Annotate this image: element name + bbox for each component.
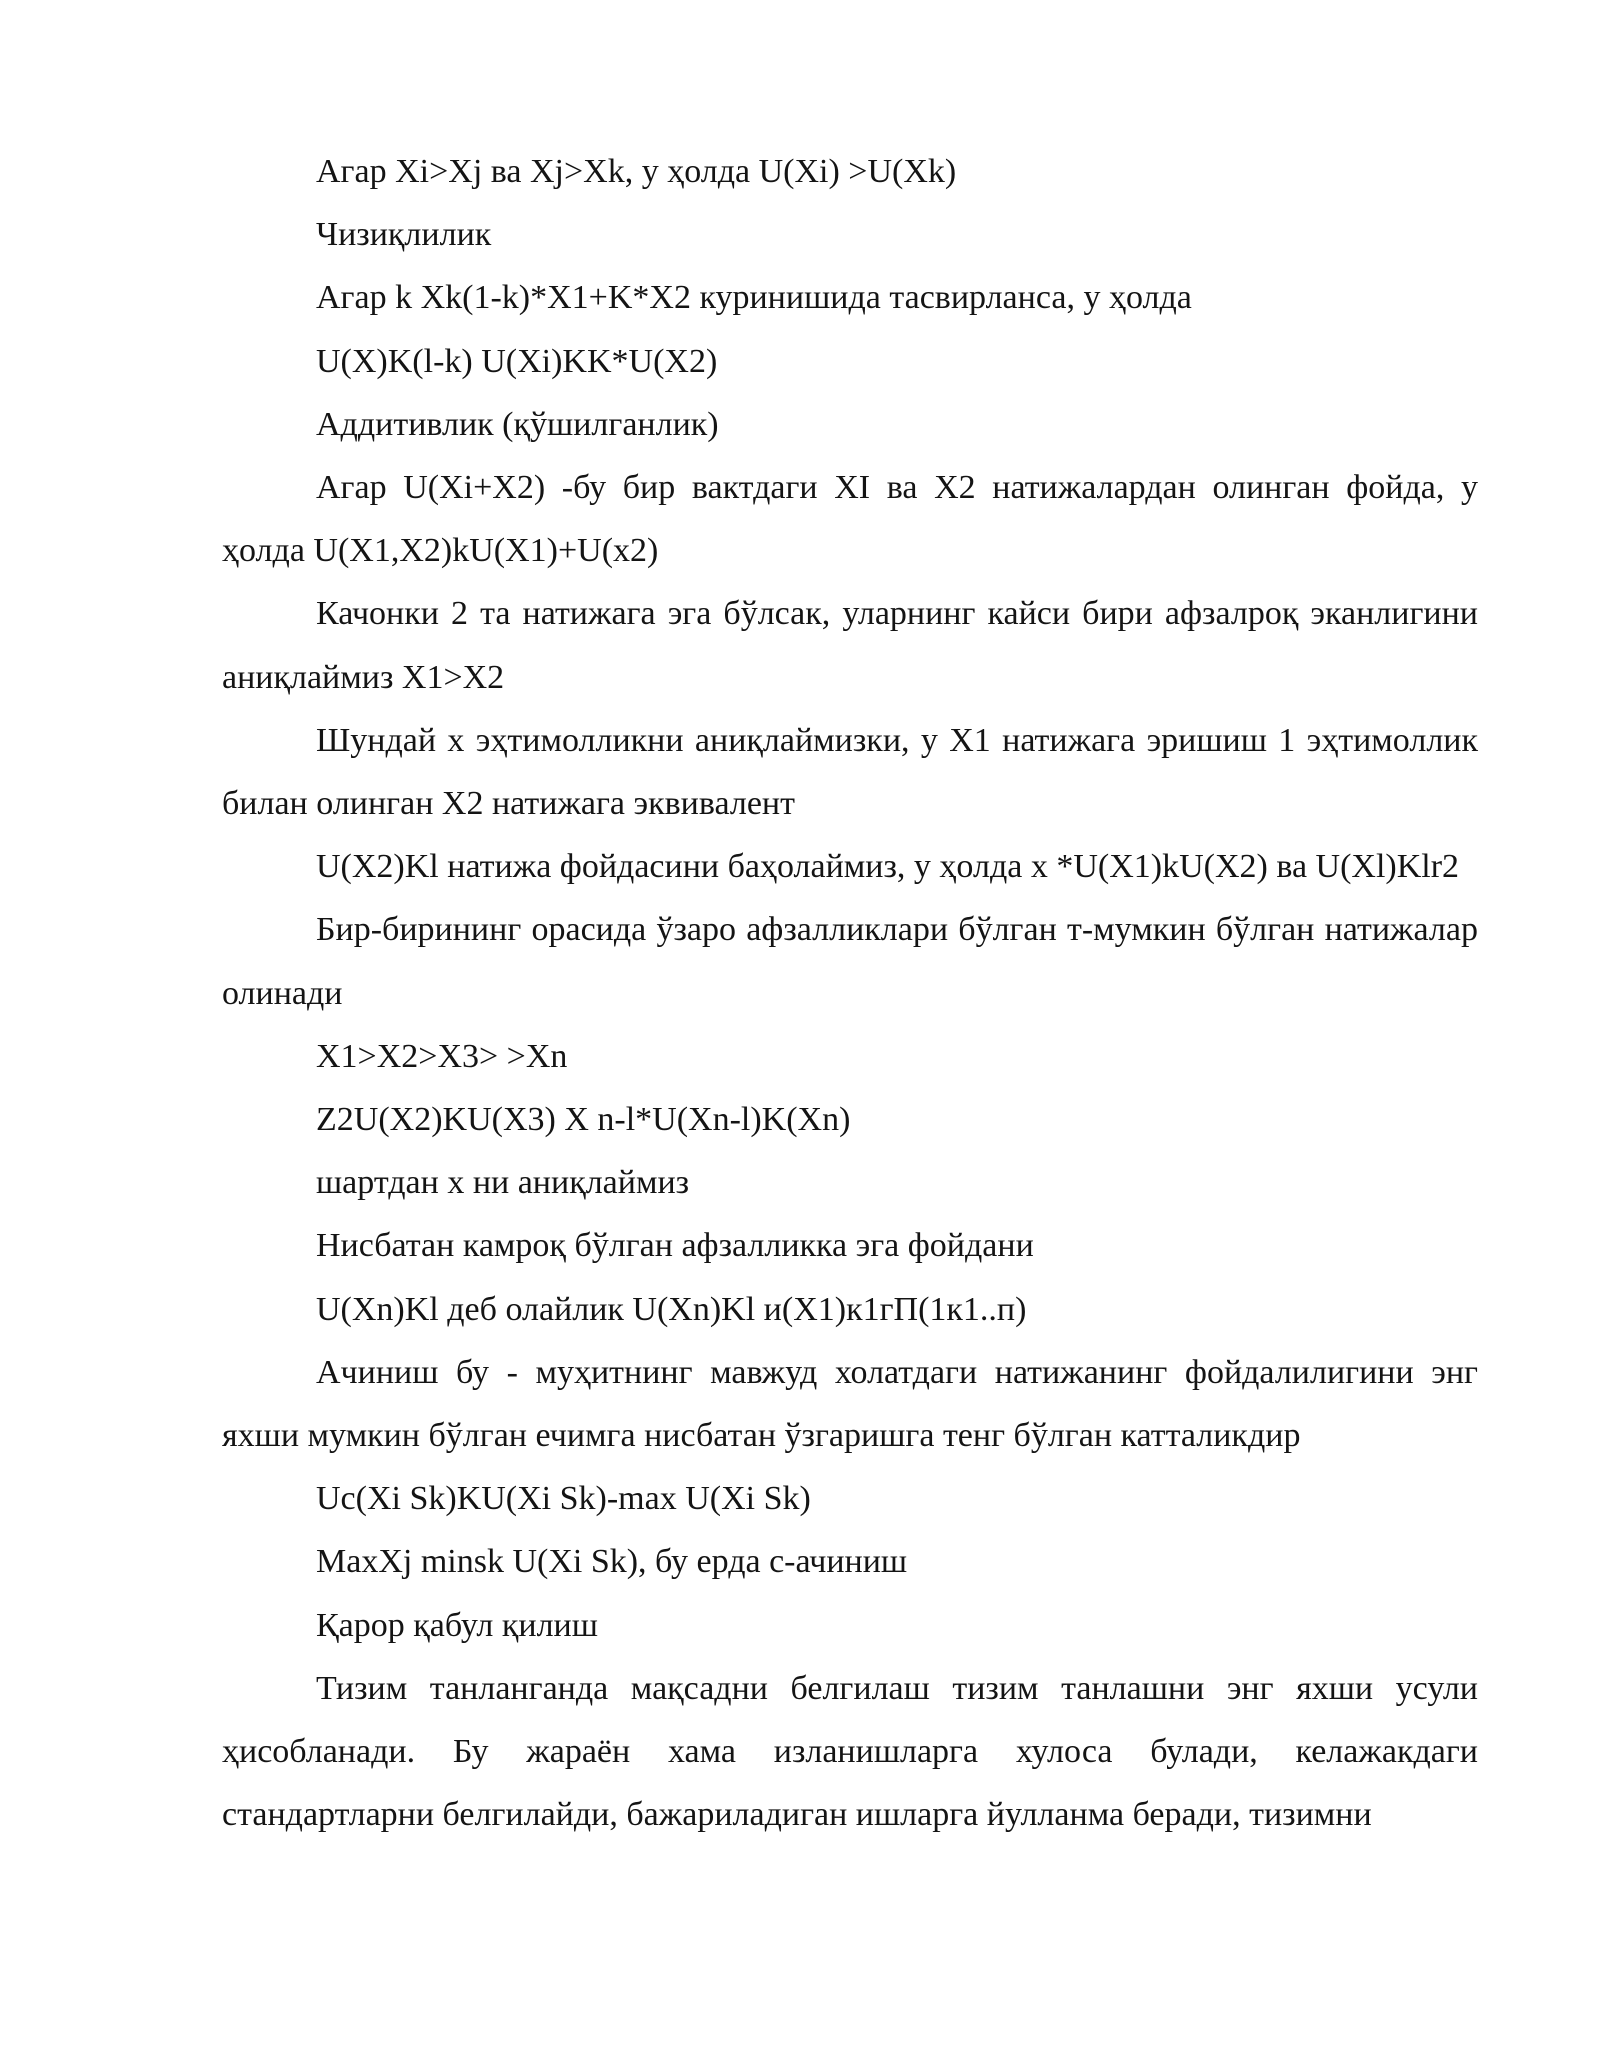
paragraph-16: Ачиниш бу - муҳитнинг мавжуд холатдаги натижанинг фойдалилигини энг яхши мумкин бўлган ечимга нисбатан ўзгаришга тенг бўлган катталикдир <box>222 1353 1478 1455</box>
paragraph-6: Агар U(Xi+X2) -бу бир вактдаги XI ва X2 натижалардан олинган фойда, у ҳолда U(X1,X2)kU(X1)+U(x2) <box>222 469 1478 570</box>
paragraph-19: Қарор қабул қилиш <box>316 1606 598 1644</box>
paragraph-12: Z2U(X2)KU(X3) X n-l*U(Xn-l)K(Xn) <box>316 1101 851 1139</box>
paragraph-2: Чизиқлилик <box>316 216 492 254</box>
paragraph-9: U(X2)Kl натижа фойдасини баҳолаймиз, у ҳолда х *U(X1)kU(X2) ва U(Xl)Klr2 <box>316 848 1460 886</box>
paragraph-14: Нисбатан камроқ бўлган афзалликка эга фойдани <box>316 1227 1034 1265</box>
paragraph-3: Агар k Xk(1-k)*X1+K*X2 куринишида тасвирланса, у ҳолда <box>316 279 1192 317</box>
paragraph-20: Тизим танланганда мақсадни белгилаш тизим танлашни энг яхши усули ҳисобланади. Бу жараён хама изланишларга хулоса булади, келажакдаги стандартларни белгилайди, бажариладиган ишларга йулланма беради, тизимни <box>222 1669 1478 1834</box>
paragraph-15: U(Xn)Kl деб олайлик U(Xn)Kl и(X1)к1гП(1к1..п) <box>316 1290 1027 1328</box>
document-body <box>222 140 1478 1846</box>
paragraph-5: Аддитивлик (қўшилганлик) <box>316 405 719 443</box>
paragraph-1: Агар Xi>Xj ва Xj>Xk, у ҳолда U(Xi) >U(Xk) <box>316 153 957 190</box>
paragraph-17: Uc(Xi Sk)KU(Xi Sk)-max U(Xi Sk) <box>316 1480 811 1518</box>
paragraph-4: U(X)K(l-k) U(Xi)KK*U(X2) <box>316 342 718 380</box>
paragraph-8: Шундай х эҳтимолликни аниқлаймизки, у X1 натижага эришиш 1 эҳтимоллик билан олинган X2 натижага эквивалент <box>222 721 1478 823</box>
paragraph-13: шартдан х ни аниқлаймиз <box>316 1164 690 1202</box>
paragraph-18: MaxXj minsk U(Xi Sk), бу ерда с-ачиниш <box>316 1543 908 1581</box>
paragraph-7: Качонки 2 та натижага эга бўлсак, уларнинг кайси бири афзалроқ эканлигини аниқлаймиз X1>X2 <box>222 595 1478 696</box>
paragraph-10: Бир-бирининг орасида ўзаро афзалликлари бўлган т-мумкин бўлган натижалар олинади <box>222 911 1478 1012</box>
paragraph-11: X1>X2>X3> >Xn <box>316 1037 568 1075</box>
